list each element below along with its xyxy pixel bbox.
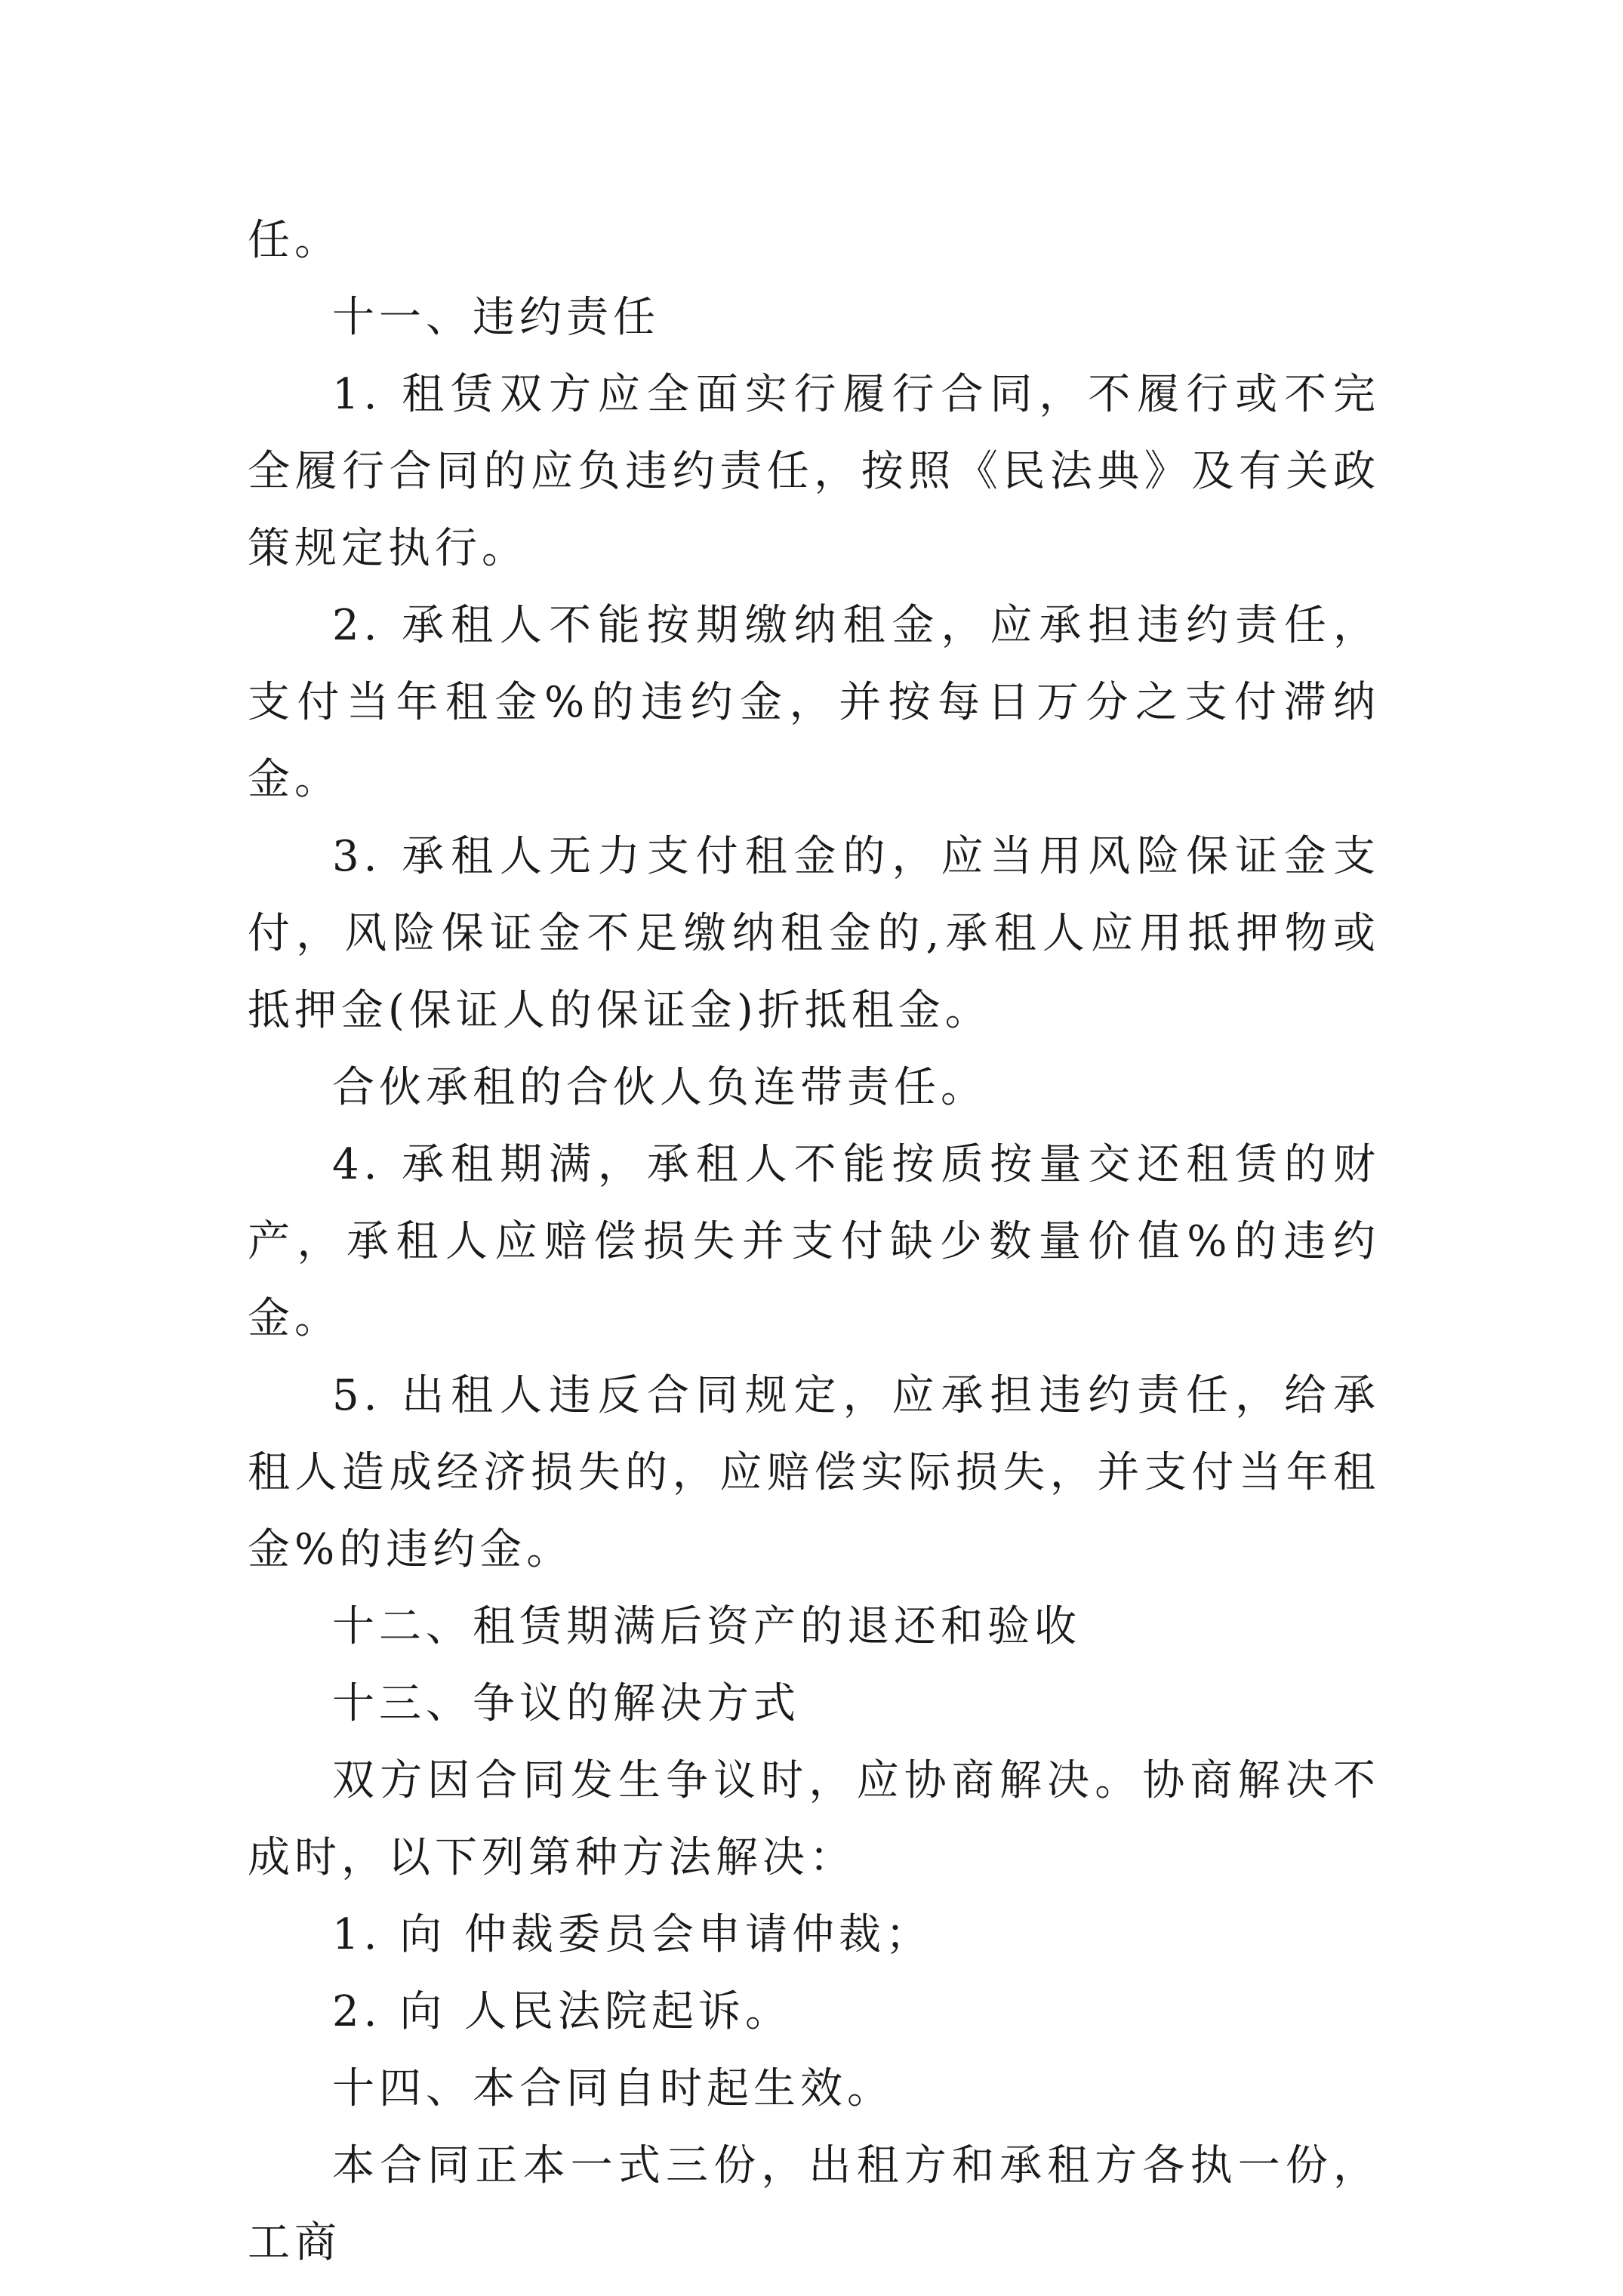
paragraph-continuation: 任。 [248,216,341,265]
section-heading-dispute-resolution: 十三、争议的解决方式 [332,1679,800,1728]
clause-note-joint-liability: 合伙承租的合伙人负连带责任。 [332,1063,987,1112]
clause-item-3: 3. 承租人无力支付租金的，应当用风险保证金支付，风险保证金不足缴纳租金的,承租人应用抵押物或抵押金(保证人的保证金)折抵租金。 [248,832,1380,1035]
dispute-option-1: 1. 向 仲裁委员会申请仲裁； [332,1910,933,1959]
section-heading-breach-liability: 十一、违约责任 [332,293,660,342]
document-body [248,202,1380,2282]
clause-item-1: 1. 租赁双方应全面实行履行合同，不履行或不完全履行合同的应负违约责任，按照《民法典》及有关政策规定执行。 [248,370,1380,573]
copies-clause: 本合同正本一式三份，出租方和承租方各执一份，工商 [248,2141,1380,2267]
dispute-intro: 双方因合同发生争议时，应协商解决。协商解决不成时，以下列第种方法解决： [248,1756,1380,1882]
section-heading-asset-return: 十二、租赁期满后资产的退还和验收 [332,1602,1081,1651]
dispute-option-2: 2. 向 人民法院起诉。 [332,1987,793,2036]
clause-item-5: 5. 出租人违反合同规定，应承担违约责任，给承租人造成经济损失的，应赔偿实际损失，并支付当年租金%的违约金。 [248,1371,1380,1574]
clause-item-4: 4. 承租期满，承租人不能按质按量交还租赁的财产，承租人应赔偿损失并支付缺少数量价值%的违约金。 [248,1140,1380,1343]
clause-item-2: 2. 承租人不能按期缴纳租金，应承担违约责任，支付当年租金%的违约金，并按每日万分之支付滞纳金。 [248,601,1380,804]
section-heading-effective: 十四、本合同自时起生效。 [332,2064,894,2113]
